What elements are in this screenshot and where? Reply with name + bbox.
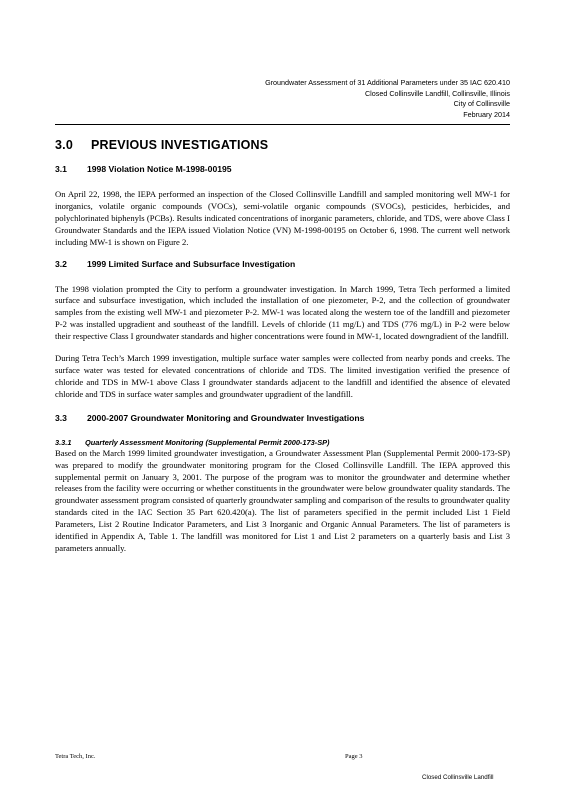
section-number: 3.0	[55, 138, 73, 152]
subsubsection-number: 3.3.1	[55, 437, 72, 447]
subsection-title: 2000-2007 Groundwater Monitoring and Groundwater Investigations	[87, 412, 365, 423]
header-report-title: Groundwater Assessment of 31 Additional Parameters under 35 IAC 620.410	[265, 78, 510, 87]
subsection-number: 3.2	[55, 258, 67, 269]
subsubsection-title: Quarterly Assessment Monitoring (Supplemental Permit 2000-173-SP)	[85, 437, 330, 447]
subsection-number: 3.1	[55, 164, 67, 174]
header-client: City of Collinsville	[453, 99, 510, 108]
subsection-heading-3-2	[55, 259, 510, 269]
page-header	[265, 78, 510, 120]
header-date: February 2014	[463, 109, 510, 119]
subsubsection-heading-3-3-1	[55, 438, 510, 447]
header-site-name: Closed Collinsville Landfill, Collinsville, Illinois	[364, 88, 510, 98]
section-heading	[55, 138, 510, 152]
page-body	[55, 138, 510, 555]
subsection-title: 1999 Limited Surface and Subsurface Investigation	[87, 258, 296, 269]
paragraph-3-2-b: During Tetra Tech’s March 1999 investigation, multiple surface water samples were collected from nearby ponds and creeks. The surface water was tested for elevated concentrations of chloride and TDS. The limited investigation verified the presence of chloride and TDS in MW-1 above Class I groundwater standards adjacent to the landfill and identified the absence of elevated chloride and TDS in surface water samples and groundwater upgradient of the landfill.	[55, 353, 510, 399]
subsection-heading-3-1	[55, 164, 510, 174]
subsection-number: 3.3	[55, 412, 67, 423]
footer-page-number: Page 3	[345, 753, 363, 760]
paragraph-3-2-a: The 1998 violation prompted the City to perform a groundwater investigation. In March 1999, Tetra Tech performed a limited surface and subsurface investigation, which included the installation of one piezometer, P-2, and the collection of groundwater samples from the existing well MW-1 and piezometer P-2. MW-1 was located along the western toe of the landfill and piezometer P-2 was installed upgradient and southeast of the landfill. Levels of chloride (11 mg/L) and TDS (776 mg/L) in P-2 were below their respective Class I groundwater standards and higher concentrations were found in MW-1, located downgradient of the landfill.	[55, 283, 510, 342]
subsection-title: 1998 Violation Notice M-1998-00195	[87, 164, 232, 174]
footer-company: Tetra Tech, Inc.	[55, 753, 96, 760]
subsection-heading-3-3	[55, 413, 510, 423]
footer-project-name: Closed Collinsville Landfill	[422, 774, 494, 781]
header-divider	[55, 124, 510, 125]
section-title: PREVIOUS INVESTIGATIONS	[91, 138, 269, 152]
paragraph-3-1: On April 22, 1998, the IEPA performed an inspection of the Closed Collinsville Landfill and sampled monitoring well MW-1 for inorganics, volatile organic compounds (VOCs), semi-volatile organic compounds (SVOCs), pesticides, herbicides, and polychlorinated biphenyls (PCBs). Results indicated concentrations of inorganic parameters, chloride, and TDS, were above Class I Groundwater Standards and the IEPA issued Violation Notice (VN) M-1998-00195 on October 6, 1998. The current well network including MW-1 is shown on Figure 2.	[55, 189, 510, 247]
paragraph-3-3-1: Based on the March 1999 limited groundwater investigation, a Groundwater Assessment Plan (Supplemental Permit 2000-173-SP) was prepared to modify the groundwater monitoring program for the Closed Collinsville Landfill. The IEPA approved this supplemental permit on January 3, 2001. The purpose of the program was to monitor the groundwater and determine whether releases from the facility were occurring or whether constituents in the groundwater were below groundwater quality standards. The groundwater assessment program consisted of quarterly groundwater sampling and comparison of the results to groundwater quality standards cited in the IAC Section 35 Part 620.420(a). The list of parameters specified in the permit included List 1 Field Parameters, List 2 Routine Indicator Parameters, and List 3 Inorganic and Organic Annual Parameters. The list of parameters is identified in Appendix A, Table 1. The landfill was monitored for List 1 and List 2 parameters on a quarterly basis and List 3 parameters annually.	[55, 447, 510, 553]
